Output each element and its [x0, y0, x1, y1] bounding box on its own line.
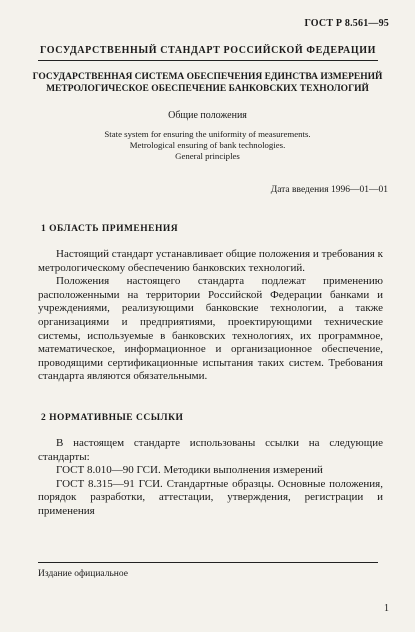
document-subtitle: Общие положения — [168, 110, 247, 121]
section-1-paragraph-1: Настоящий стандарт устанавливает общие положения и требования к метрологическому обеспечению банковских технологий. — [38, 248, 383, 274]
edition-note: Издание официальное — [38, 569, 128, 579]
section-2-body — [38, 437, 383, 519]
english-title-line-2: Metrological ensuring of bank technologies. — [129, 140, 286, 150]
section-2-heading: 2 НОРМАТИВНЫЕ ССЫЛКИ — [41, 413, 184, 423]
standard-number: ГОСТ Р 8.561—95 — [304, 18, 389, 29]
section-1-heading: 1 ОБЛАСТЬ ПРИМЕНЕНИЯ — [41, 224, 179, 234]
section-1-body — [38, 248, 383, 384]
title-line-1: ГОСУДАРСТВЕННАЯ СИСТЕМА ОБЕСПЕЧЕНИЯ ЕДИНСТВА ИЗМЕРЕНИЙ — [32, 72, 383, 82]
page-number: 1 — [384, 603, 389, 614]
english-title-line-3: General principles — [175, 151, 240, 161]
english-title-line-1: State system for ensuring the uniformity of measurements. — [104, 129, 311, 139]
title-line-2: МЕТРОЛОГИЧЕСКОЕ ОБЕСПЕЧЕНИЕ БАНКОВСКИХ ТЕХНОЛОГИЙ — [46, 84, 369, 94]
footer-divider — [38, 562, 378, 563]
section-2-paragraph-1: В настоящем стандарте использованы ссылки на следующие стандарты: — [38, 437, 383, 463]
document-title — [30, 71, 385, 95]
reference-item: ГОСТ 8.010—90 ГСИ. Методики выполнения измерений — [56, 464, 323, 477]
english-title — [30, 129, 385, 162]
section-1-paragraph-2: Положения настоящего стандарта подлежат применению расположенными на территории Российской Федерации банками и учреждениями, реализующими банковские технологии, а также организациями и предприятиями, проектирующими технические системы, используемые в банковских технологиях, их программное, математическое, информационное и организационное обеспечение, проводящими сертификационные испытания таких систем. Требования стандарта являются обязательными. — [38, 275, 383, 383]
state-standard-heading: ГОСУДАРСТВЕННЫЙ СТАНДАРТ РОССИЙСКОЙ ФЕДЕРАЦИИ — [40, 45, 376, 56]
header-divider — [38, 60, 378, 61]
introduction-date: Дата введения 1996—01—01 — [270, 185, 388, 195]
reference-item: ГОСТ 8.315—91 ГСИ. Стандартные образцы. Основные положения, порядок разработки, аттестации, утверждения, регистрации и применения — [38, 477, 383, 517]
